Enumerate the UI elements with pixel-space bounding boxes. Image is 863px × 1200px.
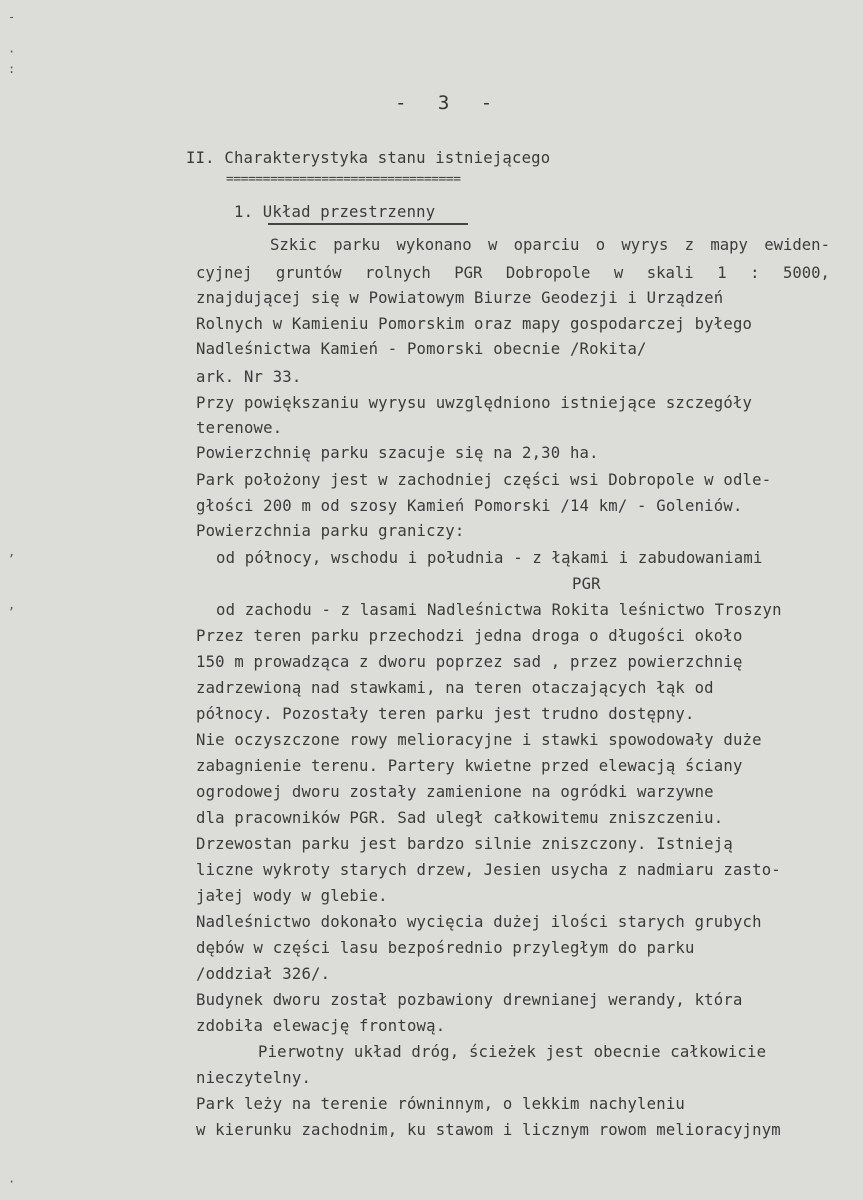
text-line: w kierunku zachodnim, ku stawom i licznym rowom melioracyjnym xyxy=(196,1121,781,1139)
subsection-underline xyxy=(268,223,468,225)
text-line: Nadleśnictwa Kamień - Pomorski obecnie /Rokita/ xyxy=(196,340,647,358)
section-heading: II. Charakterystyka stanu istniejącego xyxy=(186,149,551,167)
text-line: ark. Nr 33. xyxy=(196,368,302,386)
text-line: ogrodowej dworu zostały zamienione na ogródki warzywne xyxy=(196,783,714,801)
page-number: - 3 - xyxy=(395,92,503,114)
text-line: jałej wody w glebie. xyxy=(196,887,388,905)
text-line: nieczytelny. xyxy=(196,1069,312,1087)
text-line: od północy, wschodu i południa - z łąkami i zabudowaniami xyxy=(216,549,763,567)
text-line: Powierzchnię parku szacuje się na 2,30 ha. xyxy=(196,444,599,462)
subsection-heading: 1. Układ przestrzenny xyxy=(234,203,436,221)
text-line: dębów w części lasu bezpośrednio przyległym do parku xyxy=(196,939,695,957)
document-page: - · : , , · - 3 - II. Charakterystyka stanu istniejącego ================================ 1. Układ przestrzenny Szkic parku wykonano w oparciu o wyrys z mapy ewiden- cyjnej gruntów rolnych PGR Dobropole w skali 1 : 5000, znajdującej się w Powiatowym Biurze Geodezji i Urządzeń Rolnych w Kamieniu Pomorskim oraz mapy gospodarczej byłego Nadleśnictwa Kamień - Pomorski obecnie /Rokita/ ark. Nr 33. Przy powiększaniu wyrysu uwzględniono istniejące szczegóły terenowe. Powierzchnię parku szacuje się na 2,30 ha. Park położony jest w zachodniej części wsi Dobropole w odle- głości 200 m od szosy Kamień Pomorski /14 km/ - Goleniów. Powierzchnia parku graniczy: od północy, wschodu i południa - z łąkami i zabudowaniami PGR od zachodu - z lasami Nadleśnictwa Rokita leśnictwo Troszyn Przez teren parku przechodzi jedna droga o długości około 150 m prowadząca z dworu poprzez sad , przez powierzchnię zadrzewioną nad stawkami, na teren otaczających łąk od północy. Pozostały teren parku jest trudno dostępny. Nie oczyszczone rowy melioracyjne i stawki spowodowały duże zabagnienie terenu. Partery kwietne przed elewacją ściany ogrodowej dworu zostały zamienione na ogródki warzywne dla pracowników PGR. Sad uległ całkowitemu zniszczeniu. Drzewostan parku jest bardzo silnie zniszczony. Istnieją liczne wykroty starych drzew, Jesien usycha z nadmiaru zasto- jałej wody w glebie. Nadleśnictwo dokonało wycięcia dużej ilości starych grubych dębów w części lasu bezpośrednio przyległym do parku /oddział 326/. Budynek dworu został pozbawiony drewnianej werandy, która zdobiła elewację frontową. Pierwotny układ dróg, ścieżek jest obecnie całkowicie nieczytelny. Park leży na terenie równinnym, o lekkim nachyleniu w kierunku zachodnim, ku stawom i licznym rowom melioracyjnym xyxy=(0,0,863,1200)
text-line: zadrzewioną nad stawkami, na teren otaczających łąk od xyxy=(196,679,714,697)
text-line: Budynek dworu został pozbawiony drewnianej werandy, która xyxy=(196,991,743,1009)
text-line: 150 m prowadząca z dworu poprzez sad , przez powierzchnię xyxy=(196,653,743,671)
text-line: zdobiła elewację frontową. xyxy=(196,1017,446,1035)
text-line: terenowe. xyxy=(196,419,283,437)
text-line: od zachodu - z lasami Nadleśnictwa Rokita leśnictwo Troszyn xyxy=(216,601,782,619)
text-line: głości 200 m od szosy Kamień Pomorski /14 km/ - Goleniów. xyxy=(196,497,743,515)
text-line: znajdującej się w Powiatowym Biurze Geodezji i Urządzeń xyxy=(196,289,724,307)
text-line: Przez teren parku przechodzi jedna droga o długości około xyxy=(196,627,743,645)
text-line: cyjnej gruntów rolnych PGR Dobropole w skali 1 : 5000, xyxy=(196,264,830,282)
text-line: liczne wykroty starych drzew, Jesien usycha z nadmiaru zasto- xyxy=(196,861,781,879)
text-line: Powierzchnia parku graniczy: xyxy=(196,522,465,540)
text-line: Szkic parku wykonano w oparciu o wyrys z mapy ewiden- xyxy=(270,236,830,254)
text-line: Park położony jest w zachodniej części wsi Dobropole w odle- xyxy=(196,471,772,489)
text-line: północy. Pozostały teren parku jest trudno dostępny. xyxy=(196,705,695,723)
text-line: dla pracowników PGR. Sad uległ całkowitemu zniszczeniu. xyxy=(196,809,724,827)
text-line: Rolnych w Kamieniu Pomorskim oraz mapy gospodarczej byłego xyxy=(196,315,753,333)
text-line: Nie oczyszczone rowy melioracyjne i stawki spowodowały duże xyxy=(196,731,762,749)
text-line: Przy powiększaniu wyrysu uwzględniono istniejące szczegóły xyxy=(196,394,753,412)
text-line: /oddział 326/. xyxy=(196,965,331,983)
text-line: PGR xyxy=(572,575,601,593)
text-line: Park leży na terenie równinnym, o lekkim nachyleniu xyxy=(196,1095,685,1113)
text-line: zabagnienie terenu. Partery kwietne przed elewacją ściany xyxy=(196,757,743,775)
section-heading-rule: ================================ xyxy=(226,172,461,187)
text-line: Drzewostan parku jest bardzo silnie zniszczony. Istnieją xyxy=(196,835,733,853)
text-line: Nadleśnictwo dokonało wycięcia dużej ilości starych grubych xyxy=(196,913,762,931)
text-line: Pierwotny układ dróg, ścieżek jest obecnie całkowicie xyxy=(258,1043,767,1061)
